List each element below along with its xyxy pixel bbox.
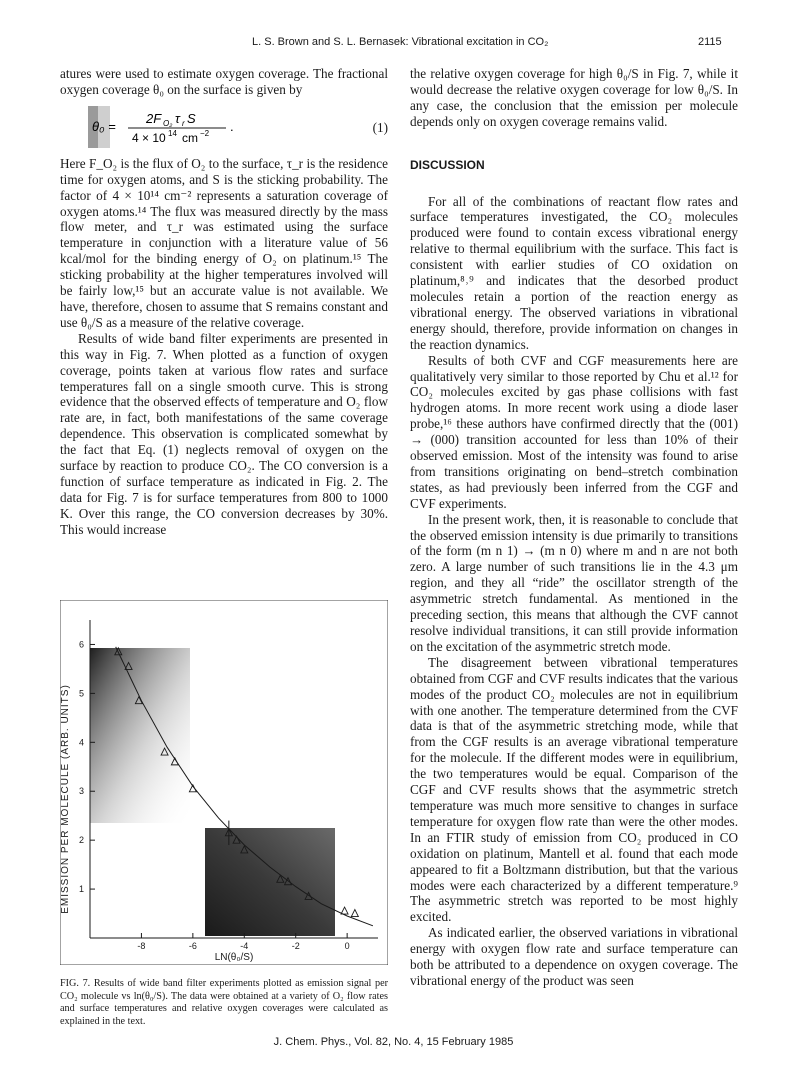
paragraph: Here F_O₂ is the flux of O₂ to the surface, τ_r is the residence time for oxygen atoms, and S is the sticking probability. The factor of 4 × 10¹⁴ cm⁻² represents a saturation coverage of oxygen atoms.¹⁴ The flux was measured directly by the mass flow meter, and τ_r was estimated using the surface temperature in conjunction with a literature value of 56 kcal/mol for the binding energy of O₂ on platinum.¹⁵ The sticking probability at the higher temperatures involved will be fairly low,¹⁵ but an accurate value is not available. We have, therefore, chosen to assume that S remains constant and use θ₀/S as a measure of the relative coverage. [60, 155, 388, 330]
x-tick-label: -6 [188, 941, 197, 951]
svg-text:.: . [230, 118, 234, 134]
paragraph: Results of both CVF and CGF measurements here are qualitatively very similar to those reported by Chu et al.¹² for CO₂ molecules excited by gas phase collisions with fast hydrogen atoms. In more recent work using a diode laser probe,¹⁶ these authors have confirmed directly that the (001) → (000) transition accounted for less than 10% of their observed emission. Most of the intensity was found to arise from transitions originating on bend–stretch combination states, as had previously been inferred from the CGF and CVF experiments. [410, 352, 738, 511]
equation-image [88, 106, 248, 148]
paragraph: For all of the combinations of reactant flow rates and surface temperatures investigated, the CO₂ molecules produced were found to contain excess vibrational energy relative to thermal equilibrium with the surface. This fact is consistent with earlier studies of CO oxidation on platinum,⁸˒⁹ and indicates that the desorbed product molecules retain a portion of the reaction energy as vibrational energy. The observed variations in vibrational energy should, therefore, provide information on changes in the reaction dynamics. [410, 193, 738, 352]
svg-text:−2: −2 [200, 128, 210, 138]
x-tick-label: -8 [137, 941, 146, 951]
svg-text:θ₀ =: θ₀ = [92, 118, 116, 134]
right-column [410, 66, 738, 989]
x-tick-label: -2 [291, 941, 300, 951]
y-tick-label: 2 [78, 835, 84, 846]
left-column [60, 66, 388, 538]
svg-text:O₂: O₂ [163, 118, 173, 128]
paragraph: the relative oxygen coverage for high θ₀/S in Fig. 7, while it would decrease the relative oxygen coverage for low θ₀/S. In any case, the conclusion that the emission per molecule depends only on oxygen coverage remains valid. [410, 66, 738, 129]
paragraph: Results of wide band filter experiments are presented in this way in Fig. 7. When plotted as a function of oxygen coverage, points taken at various flow rates and surface temperatures fall on a single smooth curve. This is strong evidence that the observed effects of temperature and O₂ flow rate are, in fact, both manifestations of the same coverage dependence. This observation is complicated somewhat by the fact that Eq. (1) neglects removal of oxygen on the surface by reaction to produce CO₂. The CO conversion is a function of surface temperature as indicated in Fig. 2. The data for Fig. 7 is for surface temperatures from 800 to 1000 K. Over this range, the CO conversion decreases by 30%. This would increase [60, 330, 388, 537]
running-header [0, 36, 787, 52]
paragraph: The disagreement between vibrational temperatures obtained from CGF and CVF results indicates that the various modes of the product CO₂ molecules are not in equilibrium with one another. The temperature determined from the CVF data is that of the asymmetric stretching mode, while that from the CGF results is an average vibrational temperature for the molecule. If the different modes were in equilibrium, the two temperatures would be equal. Comparison of the CGF and CVF results shows that the asymmetric stretch temperature was much more sensitive to changes in surface temperature for oxygen flow rate than were the other modes. In an FTIR study of emission from CO₂ produced in CO oxidation on platinum, Mantell et al. found that each mode appeared to fit a Boltzmann distribution, but that the various modes were each characterized by a different temperature.⁹ The asymmetric stretch was reported to be most highly excited. [410, 654, 738, 925]
section-heading: DISCUSSION [410, 157, 485, 172]
svg-text:cm: cm [182, 130, 198, 145]
svg-text:τ: τ [175, 110, 180, 126]
x-tick-label: -4 [240, 941, 249, 951]
svg-text:r: r [182, 118, 185, 128]
y-tick-label: 3 [78, 786, 84, 797]
paragraph: As indicated earlier, the observed variations in vibrational energy with oxygen flow rate and surface temperature can both be attributed to a dependence on oxygen coverage. The vibrational energy of the product was seen [410, 925, 738, 988]
svg-text:4 × 10: 4 × 10 [132, 130, 166, 145]
journal-footer: J. Chem. Phys., Vol. 82, No. 4, 15 February 1985 [273, 1036, 514, 1048]
emission-chart [60, 600, 388, 965]
y-tick-label: 4 [78, 737, 84, 748]
svg-text:2F: 2F [146, 110, 162, 126]
y-tick-label: 6 [78, 639, 84, 650]
equation-1 [60, 100, 388, 152]
paragraph: atures were used to estimate oxygen coverage. The fractional oxygen coverage θ₀ on the surface is given by [60, 66, 388, 97]
svg-text:14: 14 [168, 128, 177, 138]
x-axis-label: LN(θ₀/S) [214, 952, 254, 963]
figure-caption: FIG. 7. Results of wide band filter experiments plotted as emission signal per CO₂ molecule vs ln(θ₀/S). The data were obtained at a variety of O₂ flow rates and surface temperatures and relative oxygen coverages were calculated as explained in the text. [60, 978, 388, 1027]
y-tick-label: 5 [78, 688, 84, 699]
figure-7 [60, 600, 388, 965]
svg-text:S: S [187, 110, 196, 126]
page-number: 2115 [698, 36, 722, 48]
y-axis-label: EMISSION PER MOLECULE (ARB. UNITS) [60, 684, 71, 914]
paragraph: In the present work, then, it is reasonable to conclude that the observed emission intensity is due primarily to transitions of the form (m n 1) → (m n 0) where m and n are not both zero. A large number of such transitions lie in the 4.3 μm region, and they all “ride” the oscillator strength of the asymmetric stretch fundamental. As mentioned in the preceding section, this means that although the CVF cannot resolve individual transitions, it can still provide information on the excitation of the asymmetric stretch mode. [410, 511, 738, 654]
y-tick-label: 1 [78, 884, 84, 895]
running-title: L. S. Brown and S. L. Bernasek: Vibrational excitation in CO₂ [252, 36, 549, 48]
x-tick-label: 0 [344, 941, 350, 951]
equation-number: (1) [372, 119, 388, 135]
